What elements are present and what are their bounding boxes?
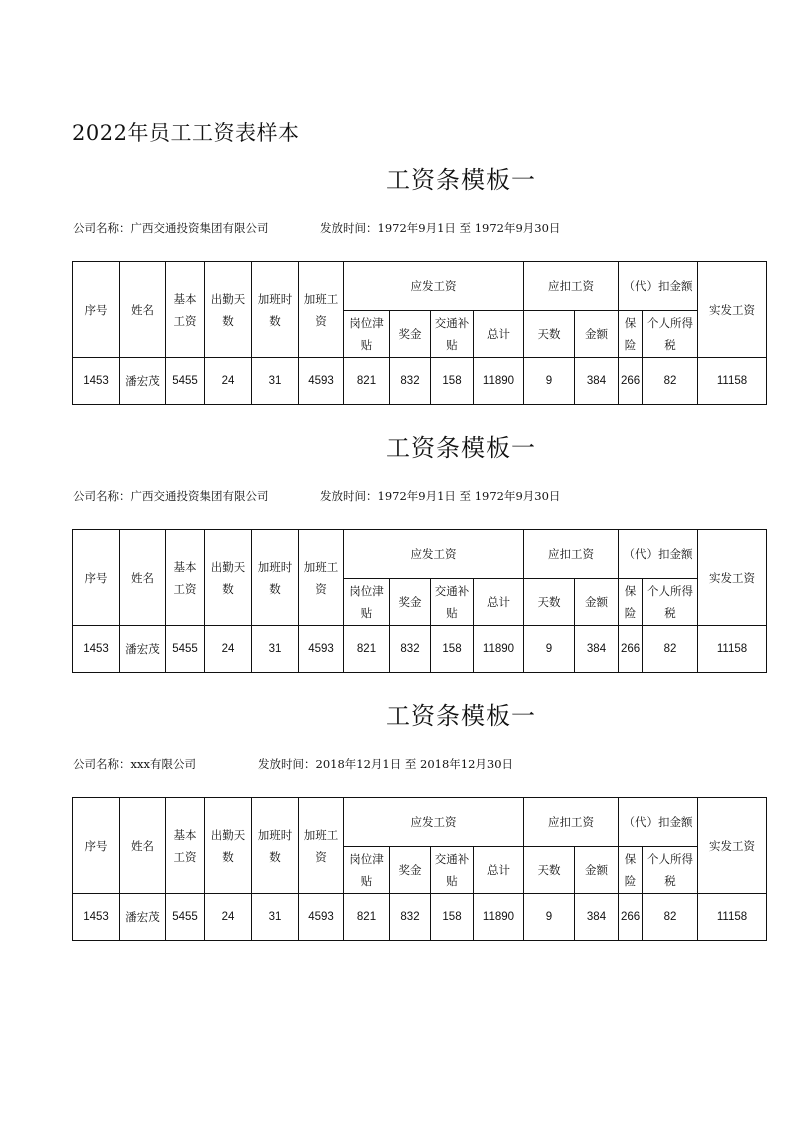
pay-period-label: 发放时间： xyxy=(320,221,378,235)
header-transport-allowance: 交通补贴 xyxy=(431,579,474,626)
cell-net-pay: 11158 xyxy=(698,358,767,405)
header-overtime-hours: 加班时数 xyxy=(252,798,299,894)
pay-period xyxy=(258,756,513,772)
header-deduct-days: 天数 xyxy=(524,579,575,626)
cell-transport-allowance: 158 xyxy=(431,894,474,941)
cell-overtime-hours: 31 xyxy=(252,894,299,941)
header-overtime-pay: 加班工资 xyxy=(299,262,344,358)
cell-base-salary: 5455 xyxy=(166,894,205,941)
pay-period xyxy=(320,220,560,236)
slip-meta xyxy=(73,756,514,772)
cell-deduct-amount: 384 xyxy=(575,358,619,405)
cell-no: 1453 xyxy=(73,358,120,405)
header-name: 姓名 xyxy=(120,262,166,358)
company-name: 广西交通投资集团有限公司 xyxy=(130,489,269,503)
header-insurance: 保险 xyxy=(619,311,643,358)
salary-table xyxy=(72,797,767,941)
header-deduct-amount: 金额 xyxy=(575,579,619,626)
header-deduction: 应扣工资 xyxy=(524,262,619,311)
cell-bonus: 832 xyxy=(390,358,431,405)
header-deduct-days: 天数 xyxy=(524,311,575,358)
cell-transport-allowance: 158 xyxy=(431,358,474,405)
header-no: 序号 xyxy=(73,798,120,894)
header-bonus: 奖金 xyxy=(390,579,431,626)
cell-insurance: 266 xyxy=(619,626,643,673)
header-bonus: 奖金 xyxy=(390,311,431,358)
header-deduct-amount: 金额 xyxy=(575,311,619,358)
header-total: 总计 xyxy=(474,579,524,626)
header-overtime-hours: 加班时数 xyxy=(252,530,299,626)
slip-meta xyxy=(73,220,561,236)
header-total: 总计 xyxy=(474,847,524,894)
header-transport-allowance: 交通补贴 xyxy=(431,847,474,894)
header-post-allowance: 岗位津贴 xyxy=(344,579,390,626)
cell-post-allowance: 821 xyxy=(344,626,390,673)
header-attendance-days: 出勤天数 xyxy=(205,798,252,894)
pay-period-value: 2018年12月1日 至 2018年12月30日 xyxy=(315,757,514,771)
cell-net-pay: 11158 xyxy=(698,626,767,673)
cell-base-salary: 5455 xyxy=(166,358,205,405)
cell-insurance: 266 xyxy=(619,894,643,941)
header-withholding: （代）扣金额 xyxy=(619,262,698,311)
cell-attendance-days: 24 xyxy=(205,626,252,673)
salary-table xyxy=(72,529,767,673)
header-overtime-pay: 加班工资 xyxy=(299,530,344,626)
cell-name: 潘宏茂 xyxy=(120,358,166,405)
cell-deduct-days: 9 xyxy=(524,894,575,941)
header-insurance: 保险 xyxy=(619,847,643,894)
pay-period xyxy=(320,488,560,504)
header-deduct-amount: 金额 xyxy=(575,847,619,894)
cell-overtime-pay: 4593 xyxy=(299,626,344,673)
slip-title: 工资条模板一 xyxy=(386,702,536,730)
header-deduction: 应扣工资 xyxy=(524,798,619,847)
cell-attendance-days: 24 xyxy=(205,894,252,941)
header-income-tax: 个人所得税 xyxy=(643,579,698,626)
slip-meta xyxy=(73,488,561,504)
table-row xyxy=(73,626,767,673)
header-payable: 应发工资 xyxy=(344,262,524,311)
header-transport-allowance: 交通补贴 xyxy=(431,311,474,358)
pay-period-value: 1972年9月1日 至 1972年9月30日 xyxy=(377,489,561,503)
cell-no: 1453 xyxy=(73,894,120,941)
cell-transport-allowance: 158 xyxy=(431,626,474,673)
cell-net-pay: 11158 xyxy=(698,894,767,941)
header-attendance-days: 出勤天数 xyxy=(205,530,252,626)
cell-deduct-days: 9 xyxy=(524,626,575,673)
header-attendance-days: 出勤天数 xyxy=(205,262,252,358)
table-row xyxy=(73,894,767,941)
header-no: 序号 xyxy=(73,262,120,358)
company-label: 公司名称： xyxy=(73,757,131,771)
cell-no: 1453 xyxy=(73,626,120,673)
cell-overtime-hours: 31 xyxy=(252,626,299,673)
header-overtime-hours: 加班时数 xyxy=(252,262,299,358)
pay-period-label: 发放时间： xyxy=(320,489,378,503)
header-net-pay: 实发工资 xyxy=(698,530,767,626)
cell-total: 11890 xyxy=(474,358,524,405)
slip-title: 工资条模板一 xyxy=(386,166,536,194)
header-name: 姓名 xyxy=(120,798,166,894)
pay-period-label: 发放时间： xyxy=(258,757,316,771)
cell-overtime-hours: 31 xyxy=(252,358,299,405)
cell-total: 11890 xyxy=(474,626,524,673)
header-name: 姓名 xyxy=(120,530,166,626)
company-label: 公司名称： xyxy=(73,221,131,235)
cell-deduct-amount: 384 xyxy=(575,894,619,941)
pay-period-value: 1972年9月1日 至 1972年9月30日 xyxy=(377,221,561,235)
header-total: 总计 xyxy=(474,311,524,358)
header-insurance: 保险 xyxy=(619,579,643,626)
cell-attendance-days: 24 xyxy=(205,358,252,405)
cell-overtime-pay: 4593 xyxy=(299,894,344,941)
header-withholding: （代）扣金额 xyxy=(619,530,698,579)
cell-deduct-days: 9 xyxy=(524,358,575,405)
header-net-pay: 实发工资 xyxy=(698,798,767,894)
header-income-tax: 个人所得税 xyxy=(643,311,698,358)
company-label: 公司名称： xyxy=(73,489,131,503)
cell-name: 潘宏茂 xyxy=(120,894,166,941)
header-base-salary: 基本工资 xyxy=(166,262,205,358)
cell-deduct-amount: 384 xyxy=(575,626,619,673)
cell-income-tax: 82 xyxy=(643,894,698,941)
company-name: xxx有限公司 xyxy=(130,757,196,771)
header-payable: 应发工资 xyxy=(344,530,524,579)
cell-overtime-pay: 4593 xyxy=(299,358,344,405)
cell-name: 潘宏茂 xyxy=(120,626,166,673)
header-payable: 应发工资 xyxy=(344,798,524,847)
cell-income-tax: 82 xyxy=(643,358,698,405)
cell-income-tax: 82 xyxy=(643,626,698,673)
header-no: 序号 xyxy=(73,530,120,626)
header-post-allowance: 岗位津贴 xyxy=(344,847,390,894)
salary-table xyxy=(72,261,767,405)
table-row xyxy=(73,358,767,405)
cell-post-allowance: 821 xyxy=(344,358,390,405)
header-base-salary: 基本工资 xyxy=(166,530,205,626)
header-deduction: 应扣工资 xyxy=(524,530,619,579)
cell-post-allowance: 821 xyxy=(344,894,390,941)
cell-bonus: 832 xyxy=(390,626,431,673)
cell-base-salary: 5455 xyxy=(166,626,205,673)
header-overtime-pay: 加班工资 xyxy=(299,798,344,894)
company-name: 广西交通投资集团有限公司 xyxy=(130,221,269,235)
header-withholding: （代）扣金额 xyxy=(619,798,698,847)
document-title: 2022年员工工资表样本 xyxy=(72,121,300,145)
header-deduct-days: 天数 xyxy=(524,847,575,894)
header-net-pay: 实发工资 xyxy=(698,262,767,358)
header-post-allowance: 岗位津贴 xyxy=(344,311,390,358)
header-bonus: 奖金 xyxy=(390,847,431,894)
slip-title: 工资条模板一 xyxy=(386,434,536,462)
cell-bonus: 832 xyxy=(390,894,431,941)
cell-insurance: 266 xyxy=(619,358,643,405)
cell-total: 11890 xyxy=(474,894,524,941)
header-income-tax: 个人所得税 xyxy=(643,847,698,894)
header-base-salary: 基本工资 xyxy=(166,798,205,894)
